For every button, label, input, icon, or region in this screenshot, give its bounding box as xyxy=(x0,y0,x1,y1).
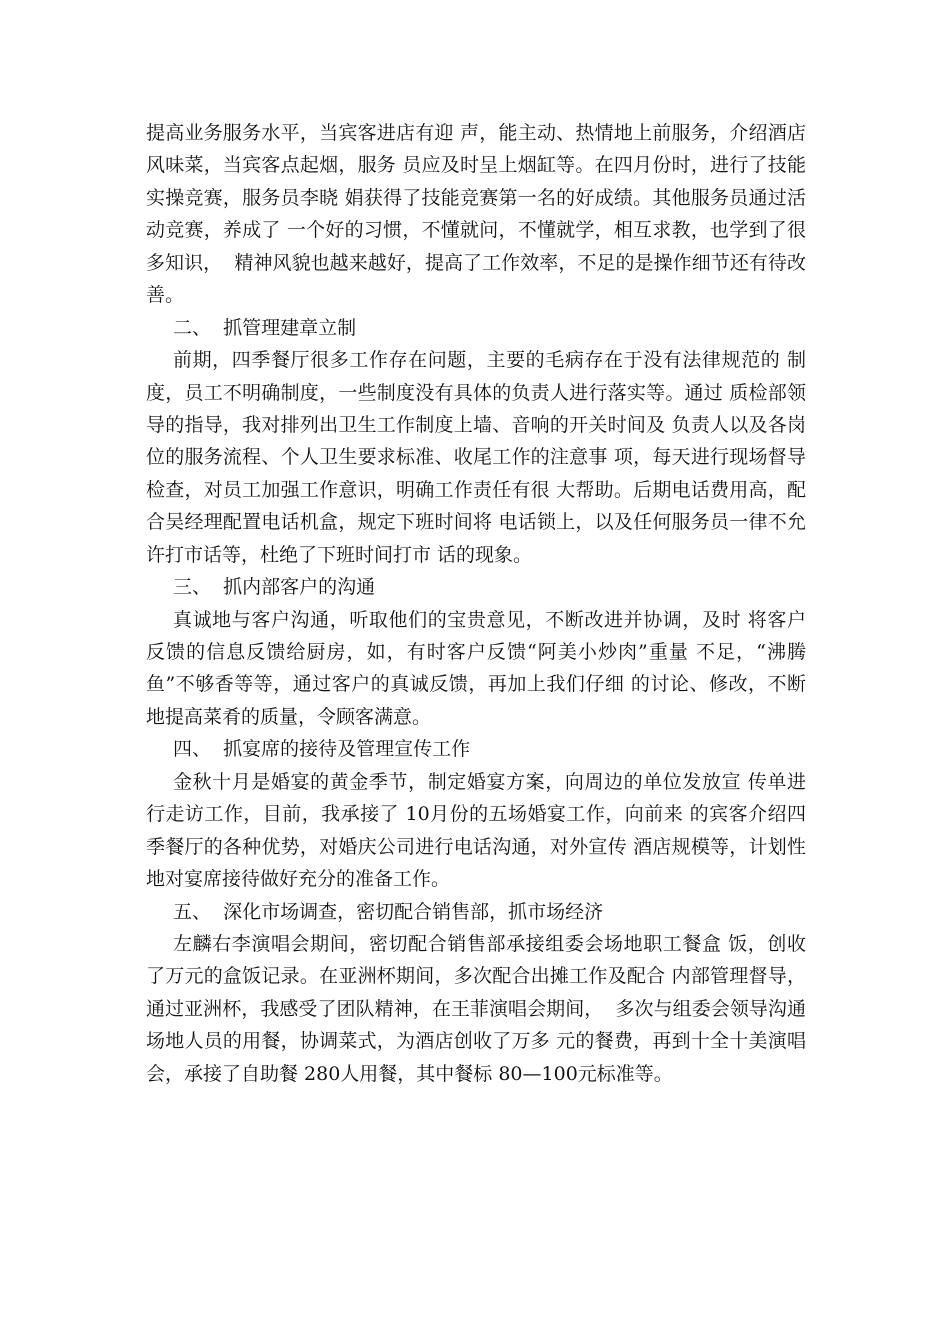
paragraph-line: 前期，四季餐厅很多工作存在问题，主要的毛病存在于没有法律规范的 制 xyxy=(173,349,806,372)
paragraph-line: 风味菜，当宾客点起烟，服务 员应及时呈上烟缸等。在四月份时，进行了技能 xyxy=(146,154,806,177)
paragraph-line: 合吴经理配置电话机盒，规定下班时间将 电话锁上，以及任何服务员一律不允 xyxy=(146,511,806,534)
paragraph-line: 反馈的信息反馈给厨房，如，有时客户反馈“阿美小炒肉”重量 不足，“沸腾 xyxy=(146,641,806,663)
paragraph-line: 行走访工作，目前，我承接了 10月份的五场婚宴工作，向前来 的宾客介绍四 xyxy=(146,803,806,826)
paragraph-line: 动竞赛，养成了 一个好的习惯，不懂就问，不懂就学，相互求教，也学到了很 xyxy=(146,219,806,242)
paragraph-line: 左麟右李演唱会期间，密切配合销售部承接组委会场地职工餐盒 饭，创收 xyxy=(173,932,806,955)
section-heading: 三、 抓内部客户的沟通 xyxy=(173,576,376,599)
section-heading: 二、 抓管理建章立制 xyxy=(173,316,357,339)
paragraph-line: 导的指导，我对排列出卫生工作制度上墙、音响的开关时间及 负责人以及各岗 xyxy=(146,413,806,436)
paragraph-line: 通过亚洲杯，我感受了团队精神，在王菲演唱会期间， 多次与组委会领导沟通 xyxy=(146,997,806,1020)
paragraph-line: 提高业务服务水平，当宾客进店有迎 声，能主动、热情地上前服务，介绍酒店 xyxy=(146,122,806,144)
paragraph-line: 许打市话等，杜绝了下班时间打市 话的现象。 xyxy=(146,543,533,566)
paragraph-line: 真诚地与客户沟通，听取他们的宝贵意见，不断改进并协调，及时 将客户 xyxy=(173,608,806,631)
document-body xyxy=(146,117,806,1090)
section-heading: 四、 抓宴席的接待及管理宣传工作 xyxy=(173,738,471,761)
paragraph-line: 金秋十月是婚宴的黄金季节，制定婚宴方案，向周边的单位发放宣 传单进 xyxy=(173,770,806,793)
paragraph-line: 会，承接了自助餐 280人用餐，其中餐标 80—100元标准等。 xyxy=(146,1062,673,1085)
paragraph-line: 地对宴席接待做好充分的准备工作。 xyxy=(146,868,451,891)
paragraph-line: 多知识， 精神风貌也越来越好，提高了工作效率，不足的是操作细节还有待改 xyxy=(146,251,806,274)
section-heading: 五、 深化市场调查，密切配合销售部，抓市场经济 xyxy=(173,900,604,923)
paragraph-line: 检查，对员工加强工作意识，明确工作责任有很 大帮助。后期电话费用高，配 xyxy=(146,478,806,501)
paragraph-line: 鱼”不够香等等，通过客户的真诚反馈，再加上我们仔细 的讨论、修改，不断 xyxy=(146,673,806,696)
paragraph-line: 善。 xyxy=(146,284,185,307)
paragraph-line: 场地人员的用餐，协调菜式，为酒店创收了万多 元的餐费，再到十全十美演唱 xyxy=(146,1030,806,1053)
paragraph-line: 度，员工不明确制度，一些制度没有具体的负责人进行落实等。通过 质检部领 xyxy=(146,381,806,404)
paragraph-line: 实操竞赛，服务员李晓 娟获得了技能竞赛第一名的好成绩。其他服务员通过活 xyxy=(146,186,806,209)
paragraph-line: 地提高菜肴的质量，令顾客满意。 xyxy=(146,705,432,728)
paragraph-line: 季餐厅的各种优势，对婚庆公司进行电话沟通，对外宣传 酒店规模等，计划性 xyxy=(146,835,806,858)
paragraph-line: 了万元的盒饭记录。在亚洲杯期间，多次配合出摊工作及配合 内部管理督导， xyxy=(146,965,806,988)
paragraph-line: 位的服务流程、个人卫生要求标准、收尾工作的注意事 项，每天进行现场督导 xyxy=(146,446,806,469)
